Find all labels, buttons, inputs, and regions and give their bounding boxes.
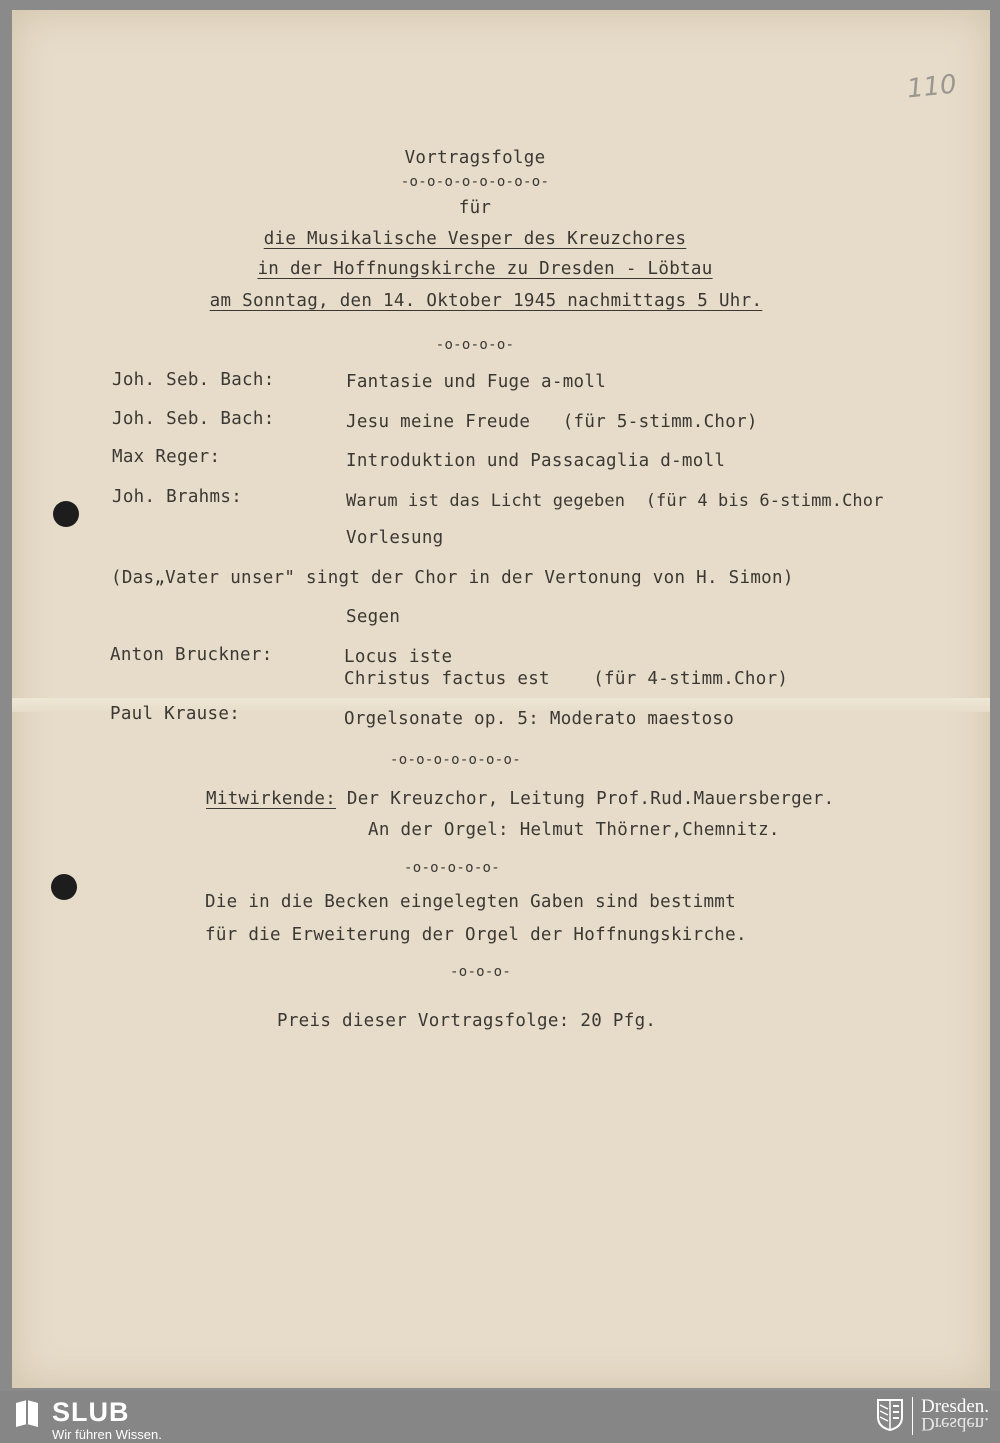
punch-hole-bottom — [51, 874, 77, 900]
work-title: Warum ist das Licht gegeben (für 4 bis 6-stimm.Chor — [346, 491, 884, 511]
vater-unser-note: (Das„Vater unser" singt der Chor in der Vertonung von H. Simon) — [111, 568, 794, 588]
preis: Preis dieser Vortragsfolge: 20 Pfg. — [277, 1011, 657, 1031]
composer-name: Joh. Seb. Bach: — [112, 409, 275, 429]
gaben-line-2: für die Erweiterung der Orgel der Hoffnungskirche. — [205, 925, 747, 945]
composer-name: Paul Krause: — [110, 704, 241, 724]
punch-hole-top — [53, 501, 79, 527]
title-line-2: in der Hoffnungskirche zu Dresden - Löbtau — [257, 259, 713, 279]
slub-tagline: Wir führen Wissen. — [52, 1427, 162, 1442]
mitwirkende-label: Mitwirkende: — [206, 789, 337, 809]
composer-name: Joh. Seb. Bach: — [112, 370, 275, 390]
mitwirkende-line-1 — [206, 789, 834, 809]
composer-name: Anton Bruckner: — [110, 645, 273, 665]
separator: -o-o-o-o-o-o-o-o- — [400, 174, 550, 190]
mitwirkende-choir: Der Kreuzchor, Leitung Prof.Rud.Mauersberger. — [336, 789, 835, 809]
page-number: 110 — [905, 69, 959, 105]
title-line-1: die Musikalische Vesper des Kreuzchores — [263, 229, 687, 249]
dresden-wordmark[interactable]: Dresden. — [921, 1396, 990, 1417]
mitwirkende-line-2: An der Orgel: Helmut Thörner,Chemnitz. — [368, 820, 780, 840]
work-title: Vorlesung — [346, 528, 444, 548]
separator: -o-o-o-o-o-o-o- — [390, 752, 521, 768]
composer-name: Joh. Brahms: — [112, 487, 243, 507]
separator: -o-o-o-o- — [435, 337, 515, 353]
separator: -o-o-o- — [450, 964, 512, 980]
dresden-wordmark-reflection: Dresden. — [921, 1413, 990, 1434]
work-title: Christus factus est (für 4-stimm.Chor) — [344, 669, 789, 689]
composer-name: Max Reger: — [112, 447, 221, 467]
footer-divider — [912, 1397, 913, 1435]
work-title: Locus iste — [344, 647, 453, 667]
gaben-line-1: Die in die Becken eingelegten Gaben sind bestimmt — [205, 892, 736, 912]
separator: -o-o-o-o-o- — [404, 860, 501, 876]
fuer-text: für — [458, 198, 492, 218]
heading: Vortragsfolge — [404, 148, 546, 168]
footer-bar — [0, 1391, 1000, 1443]
work-title: Introduktion und Passacaglia d-moll — [346, 451, 726, 471]
segen: Segen — [346, 607, 401, 627]
document-page — [12, 10, 990, 1388]
title-line-3: am Sonntag, den 14. Oktober 1945 nachmittags 5 Uhr. — [209, 291, 763, 311]
slub-book-icon — [14, 1399, 40, 1429]
work-title: Fantasie und Fuge a-moll — [346, 372, 607, 392]
dresden-coat-of-arms-icon — [877, 1399, 903, 1431]
work-title: Jesu meine Freude (für 5-stimm.Chor) — [346, 412, 758, 432]
work-title: Orgelsonate op. 5: Moderato maestoso — [344, 709, 735, 729]
slub-brand[interactable]: SLUB — [52, 1397, 130, 1427]
